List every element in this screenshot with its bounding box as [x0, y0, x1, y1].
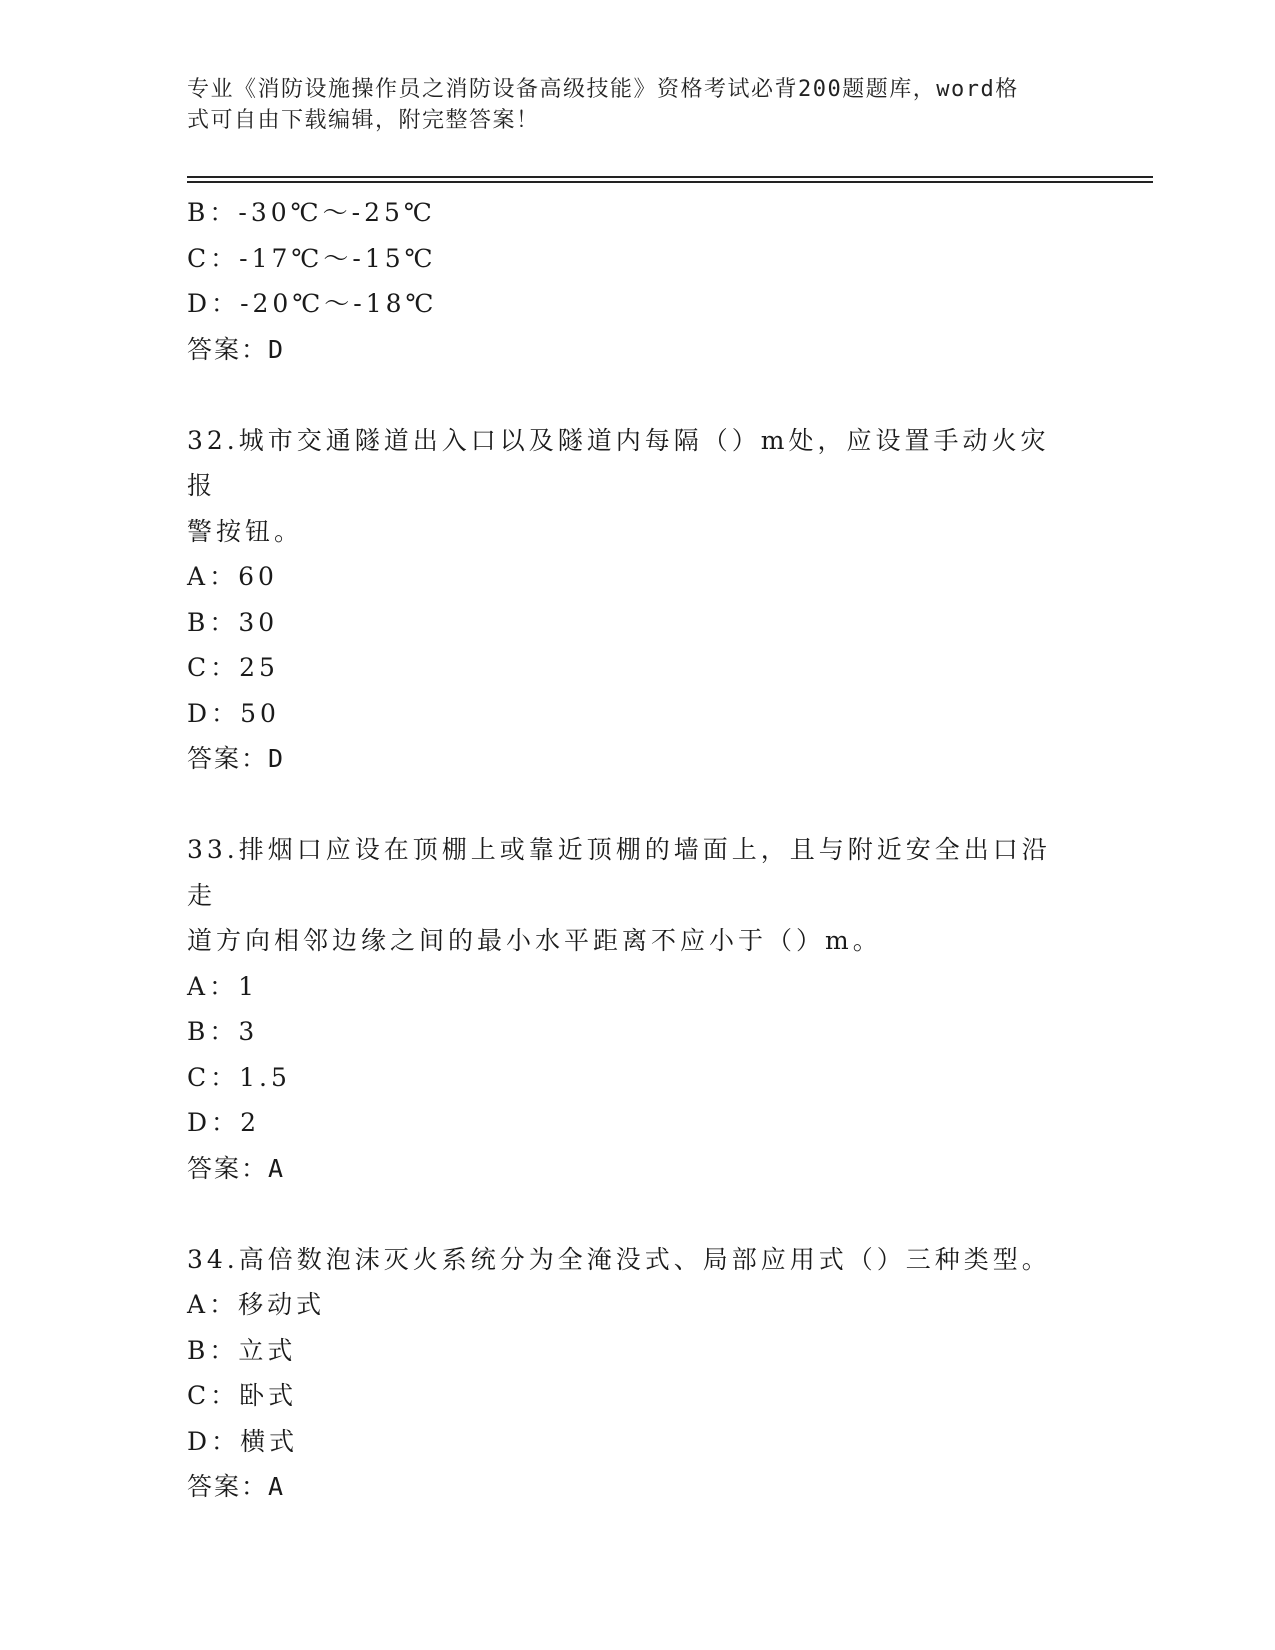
option-d: D：-20℃～-18℃ — [187, 289, 438, 318]
header-rule-top — [187, 176, 1153, 178]
answer-line: 答案：D — [187, 334, 286, 364]
option-a: A：60 — [187, 562, 278, 591]
question-text: 33.排烟口应设在顶棚上或靠近顶棚的墙面上，且与附近安全出口沿走 道方向相邻边缘之间的最小水平距离不应小于（）m。 — [187, 835, 1051, 955]
option-c: C：卧式 — [187, 1381, 298, 1410]
option-d: D：2 — [187, 1108, 260, 1137]
option-b: B：3 — [187, 1017, 259, 1046]
option-a: A：移动式 — [187, 1290, 326, 1319]
question-33 — [187, 827, 1087, 1191]
answer-line: 答案：A — [187, 1153, 286, 1183]
question-fragment — [187, 190, 1087, 372]
question-text: 32.城市交通隧道出入口以及隧道内每隔（）m处，应设置手动火灾报 警按钮。 — [187, 425, 1050, 546]
question-34 — [187, 1237, 1087, 1510]
document-header — [187, 74, 1067, 136]
option-c: C：25 — [187, 653, 279, 682]
answer-line: 答案：A — [187, 1472, 286, 1501]
spacer — [187, 782, 1087, 828]
header-rule-bottom — [187, 181, 1153, 183]
option-b: B：立式 — [187, 1335, 297, 1365]
option-d: D：横式 — [187, 1426, 299, 1456]
question-list — [187, 190, 1087, 1510]
option-b: B：30 — [187, 607, 279, 637]
spacer — [187, 372, 1087, 418]
question-32 — [187, 418, 1087, 782]
option-c: C：-17℃～-15℃ — [187, 243, 437, 273]
header-line-2: 式可自由下载编辑，附完整答案！ — [187, 108, 540, 133]
spacer — [187, 1191, 1087, 1237]
header-line-1: 专业《消防设施操作员之消防设备高级技能》资格考试必背200题题库，word格 — [187, 77, 1019, 102]
option-c: C：1.5 — [187, 1062, 291, 1092]
answer-line: 答案：D — [187, 744, 286, 773]
option-a: A：1 — [187, 971, 258, 1001]
question-text: 34.高倍数泡沫灭火系统分为全淹没式、局部应用式（）三种类型。 — [187, 1244, 1051, 1274]
option-d: D：50 — [187, 698, 280, 728]
option-b: B：-30℃～-25℃ — [187, 198, 436, 227]
